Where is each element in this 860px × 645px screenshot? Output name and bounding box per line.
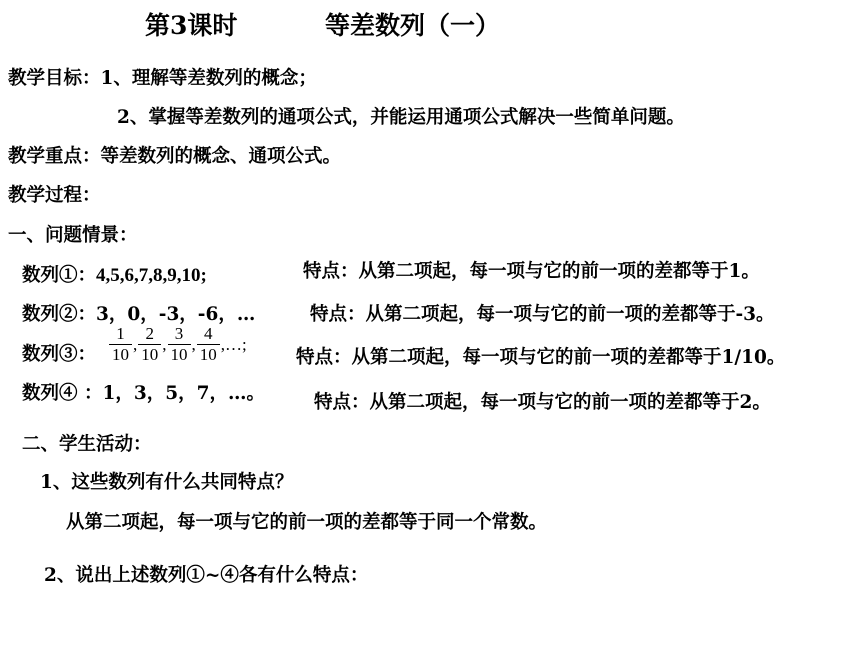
sequence-1-label: 数列①： <box>22 265 97 286</box>
sequence-2-label: 数列②： <box>22 304 97 325</box>
fraction-1: $\frac{1}{10}$ <box>109 324 132 365</box>
sequence-2-feature: 特点：从第二项起，每一项与它的前一项的差都等于-3。 <box>310 304 775 325</box>
objectives-row-1 <box>8 64 317 90</box>
sequence-1-terms: 4,5,6,7,8,9,10; <box>96 265 207 286</box>
sequence-2-terms: 3，0，-3，-6，… <box>96 304 256 325</box>
answer-1: 从第二项起，每一项与它的前一项的差都等于同一个常数。 <box>66 512 548 533</box>
sequence-1 <box>22 261 207 287</box>
sequence-1-feature: 特点：从第二项起，每一项与它的前一项的差都等于1。 <box>303 261 760 282</box>
process-label: 教学过程： <box>8 185 101 206</box>
sequence-3-fractions: $\frac{1}{10}$ , $\frac{2}{10}$ , $\frac{3}{10}$ , $\frac{4}{10}$ ,…; <box>108 324 247 376</box>
fraction-2: $\frac{2}{10}$ <box>138 324 161 365</box>
question-2: 2、说出上述数列①~④各有什么特点： <box>44 565 369 586</box>
sequence-3-tail: ,…; <box>220 334 247 354</box>
objective-item-2: 2、掌握等差数列的通项公式，并能运用通项公式解决一些简单问题。 <box>117 107 685 128</box>
sequence-4 <box>22 379 265 405</box>
sequence-4-terms: 1，3，5，7，…。 <box>102 383 265 404</box>
objectives-label: 教学目标： <box>8 68 101 89</box>
key-points: 教学重点：等差数列的概念、通项公式。 <box>8 146 342 167</box>
page-title: 等差数列（一） <box>325 11 501 40</box>
lesson-number: 第3课时 <box>145 11 238 40</box>
section1-heading: 一、问题情景： <box>8 225 138 246</box>
sequence-2 <box>22 300 255 326</box>
fraction-4: $\frac{4}{10}$ <box>197 324 220 365</box>
sequence-3-label: 数列③： <box>22 344 97 365</box>
objective-item-1: 1、理解等差数列的概念； <box>100 68 317 89</box>
sequence-3-feature: 特点：从第二项起，每一项与它的前一项的差都等于1/10。 <box>296 347 786 368</box>
sequence-4-label: 数列④ ： <box>22 383 103 404</box>
question-1: 1、这些数列有什么共同特点？ <box>40 472 294 493</box>
sequence-4-feature: 特点：从第二项起，每一项与它的前一项的差都等于2。 <box>314 392 771 413</box>
section2-heading: 二、学生活动： <box>22 434 152 455</box>
fraction-3: $\frac{3}{10}$ <box>168 324 191 365</box>
